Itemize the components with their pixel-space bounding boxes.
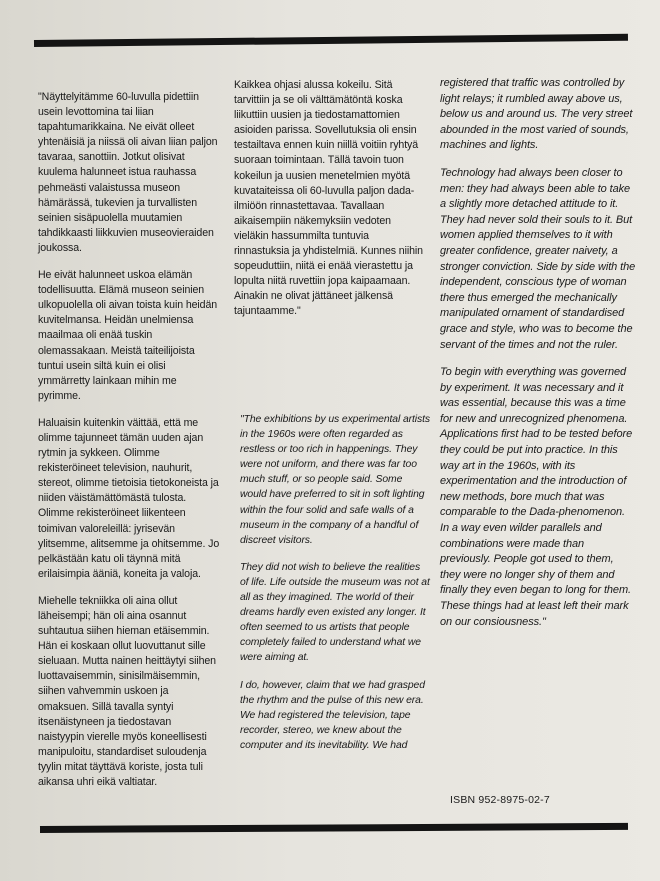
paragraph: "Näyttelyitämme 60-luvulla pidettiin usein levottomina tai liian tapahtumarikkaina. Ne eivät olleet yhtenäisiä ja niissä oli aivan liian paljon tavaraa, sanottiin. Jotkut olisivat kuulema halunneet istua rauhassa pehmeästi valaistussa museon hämärässä, tukevien ja turvallisten seinien sisäpuolella muutamien tahdikkaasti liikkuvien museovieraiden joukossa. <box>38 91 218 254</box>
paragraph: registered that traffic was controlled by light relays; it rumbled away above us, below us and around us. The very street abounded in the most varied of sounds, machines and lights. <box>440 77 633 152</box>
column-english-right <box>440 76 636 642</box>
bottom-rule <box>40 823 628 833</box>
top-rule <box>34 34 628 47</box>
paragraph: They did not wish to believe the realities of life. Life outside the museum was not at all as they imagined. The world of their dreams hardly even existed any longer. It often seemed to us artists that people completely failed to understand what we were aiming at. <box>240 561 430 664</box>
paragraph: "The exhibitions by us experimental artists in the 1960s were often regarded as restless or too rich in happenings. They were not uniform, and there was far too much stuff, or so people said. Some would have preferred to sit in soft lighting within the four solid and safe walls of a museum in the company of a handful of discreet visitors. <box>240 414 430 546</box>
paragraph: Miehelle tekniikka oli aina ollut läheisempi; hän oli aina osannut suhtautua siihen hieman etäisemmin. Hän ei koskaan ollut luovuttanut sille sieluaan. Mutta nainen heittäytyi siihen luottavaisemmin, sinisilmäisemmin, siihen vahvemmin uskoen ja omaksuen. Sillä tavalla syntyi itsenäistyneen ja tiedostavan naistyypin vierelle myös koneellisesti manipuloitu, standardiset suloudenja tyylin mitat täyttävä koriste, josta tuli aikansa uhri eikä valtiatar. <box>38 594 216 789</box>
paragraph: Kaikkea ohjasi alussa kokeilu. Sitä tarvittiin ja se oli välttämätöntä koska liikuttiin uusien ja tiedostamattomien asioiden parissa. Sovellutuksia oli ensin testailtava ennen kuin niillä voitiin ryhtyä suoraan toimintaan. Tällä tavoin tuon kokeilun ja uusien menetelmien myötä kuvataiteissa oli 60-luvulla paljon dada-ilmiöön rinnastettavaa. Tavallaan aikaisempiin näkemyksiin vedoten vieläkin hassummilta tuntuvia rinnastuksia ja yhdistelmiä. Kunnes niihin sopeuduttiin, niitä ei enää vierastettu ja lopulta niitä ruvettiin jopa kaipaamaan. Ainakin ne olivat jättäneet jälkensä tajuntaamme." <box>234 79 423 318</box>
paragraph: I do, however, claim that we had grasped the rhythm and the pulse of this new era. We had registered the television, tape recorder, stereo, we knew about the computer and its inevitability. We had <box>240 679 425 751</box>
paragraph: Technology had always been closer to men: they had always been able to take a slightly more detached attitude to it. They had never sold their souls to it. But women applied themselves to it with greater confidence, greater naivety, a stronger conviction. Side by side with the independent, conscious type of woman there thus emerged the mechanically manipulated ornament of standardised grace and style, who was to become the servant of the times and not the ruler. <box>440 166 636 351</box>
column-finnish-left <box>38 90 220 802</box>
isbn-number: ISBN 952-8975-02-7 <box>450 794 550 806</box>
column-english-middle <box>240 412 430 765</box>
paragraph: To begin with everything was governed by experiment. It was necessary and it was essential, because this was a time for new and unrecognized phenomena. Applications first had to be tested before they could be put into practice. In this way art in the 1960s, with its experimentation and the introduction of new methods, bore much that was comparable to the Dada-phenomenon. In a way even wilder parallels and combinations were made than previously. People got used to them, they were no longer shy of them and finally they even began to long for them. These things had at least left their mark on our consiousness." <box>440 366 633 628</box>
paragraph: Haluaisin kuitenkin väittää, että me olimme tajunneet tämän uuden ajan rytmin ja sykkeen. Olimme rekisteröineet television, nauhurit, stereot, olimme tietoisia tietokoneista ja niiden väistämättömästä tulosta. Olimme rekisteröineet liikenteen toimivan valoreleillä: jyrisevän ylitsemme, alitsemme ja ohitsemme. Jo pelkästään katu oli täynnä mitä erilaisimpia ääniä, koneita ja valoja. <box>38 416 220 580</box>
paragraph: He eivät halunneet uskoa elämän todellisuutta. Elämä museon seinien ulkopuolella oli aivan toista kuin heidän kuvitelmansa. Heidän unelmiensa maailmaa oli enää tuskin olemassakaan. Meistä taiteilijoista tuntui usein siltä kuin ei olisi ymmärretty lainkaan mihin me pyrimme. <box>38 269 218 402</box>
column-finnish-middle <box>234 78 426 332</box>
